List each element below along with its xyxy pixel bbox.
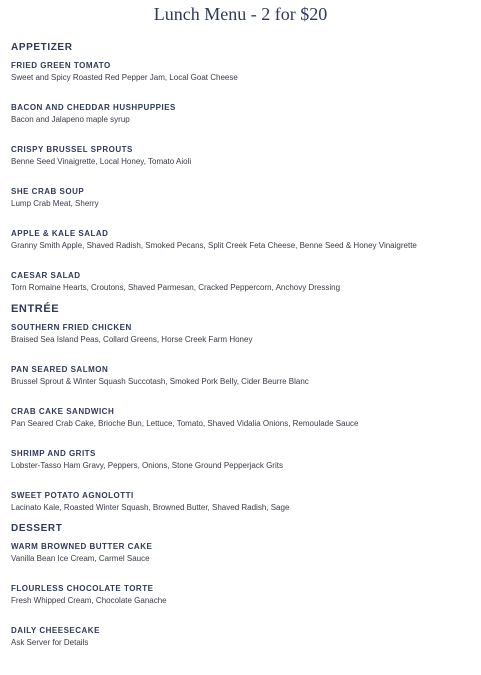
menu-item: [11, 541, 479, 565]
menu-item-name: SWEET POTATO AGNOLOTTI: [11, 491, 134, 500]
menu-item-name: SHE CRAB SOUP: [11, 187, 85, 196]
menu-item-description: Brussel Sprout & Winter Squash Succotash, Smoked Pork Belly, Cider Beurre Blanc: [11, 377, 309, 386]
menu-item-name: CRISPY BRUSSEL SPROUTS: [11, 145, 133, 154]
menu-item-description: Lobster-Tasso Ham Gravy, Peppers, Onions, Stone Ground Pepperjack Grits: [11, 461, 283, 470]
menu-item: [11, 270, 479, 294]
menu-item-description: Vanilla Bean Ice Cream, Carmel Sauce: [11, 554, 150, 563]
menu-item-name: FLOURLESS CHOCOLATE TORTE: [11, 584, 154, 593]
menu-item: [11, 490, 479, 514]
page-title: Lunch Menu - 2 for $20: [153, 4, 328, 24]
section-title: ENTRÉE: [11, 303, 60, 315]
menu-item-description: Pan Seared Crab Cake, Brioche Bun, Lettuce, Tomato, Shaved Vidalia Onions, Remoulade Sauce: [11, 419, 359, 428]
menu-item: [11, 364, 479, 388]
section-title: APPETIZER: [11, 42, 73, 53]
menu-item-name: WARM BROWNED BUTTER CAKE: [11, 542, 153, 551]
section-entree: [11, 303, 479, 514]
menu-item-description: Granny Smith Apple, Shaved Radish, Smoked Pecans, Split Creek Feta Cheese, Benne Seed & Honey Vinaigrette: [11, 241, 417, 250]
menu: [11, 42, 479, 649]
menu-item-name: PAN SEARED SALMON: [11, 365, 109, 374]
menu-item: [11, 144, 479, 168]
menu-item: [11, 406, 479, 430]
menu-item-name: APPLE & KALE SALAD: [11, 229, 109, 238]
menu-item-name: SOUTHERN FRIED CHICKEN: [11, 323, 132, 332]
menu-item: [11, 228, 479, 252]
menu-item-name: CAESAR SALAD: [11, 271, 81, 280]
menu-item-description: Torn Romaine Hearts, Croutons, Shaved Parmesan, Cracked Peppercorn, Anchovy Dressing: [11, 283, 341, 292]
menu-item: [11, 583, 479, 607]
menu-item-name: FRIED GREEN TOMATO: [11, 61, 111, 70]
menu-item-name: CRAB CAKE SANDWICH: [11, 407, 115, 416]
menu-item-name: BACON AND CHEDDAR HUSHPUPPIES: [11, 103, 176, 112]
section-appetizer: [11, 42, 479, 294]
menu-item: [11, 102, 479, 126]
menu-item-description: Bacon and Jalapeno maple syrup: [11, 115, 130, 124]
menu-item: [11, 186, 479, 210]
menu-item-description: Braised Sea Island Peas, Collard Greens, Horse Creek Farm Honey: [11, 335, 253, 344]
menu-item-description: Ask Server for Details: [11, 638, 89, 647]
menu-item-description: Fresh Whipped Cream, Chocolate Ganache: [11, 596, 167, 605]
menu-item-name: SHRIMP AND GRITS: [11, 449, 96, 458]
menu-item-description: Benne Seed Vinaigrette, Local Honey, Tomato Aioli: [11, 157, 192, 166]
menu-item-description: Sweet and Spicy Roasted Red Pepper Jam, Local Goat Cheese: [11, 73, 238, 82]
section-dessert: [11, 523, 479, 649]
menu-item: [11, 448, 479, 472]
menu-item: [11, 322, 479, 346]
menu-item: [11, 60, 479, 84]
menu-item: [11, 625, 479, 649]
menu-item-description: Lump Crab Meat, Sherry: [11, 199, 99, 208]
menu-item-description: Lacinato Kale, Roasted Winter Squash, Browned Butter, Shaved Radish, Sage: [11, 503, 290, 512]
section-title: DESSERT: [11, 523, 63, 534]
menu-item-name: DAILY CHEESECAKE: [11, 626, 100, 635]
